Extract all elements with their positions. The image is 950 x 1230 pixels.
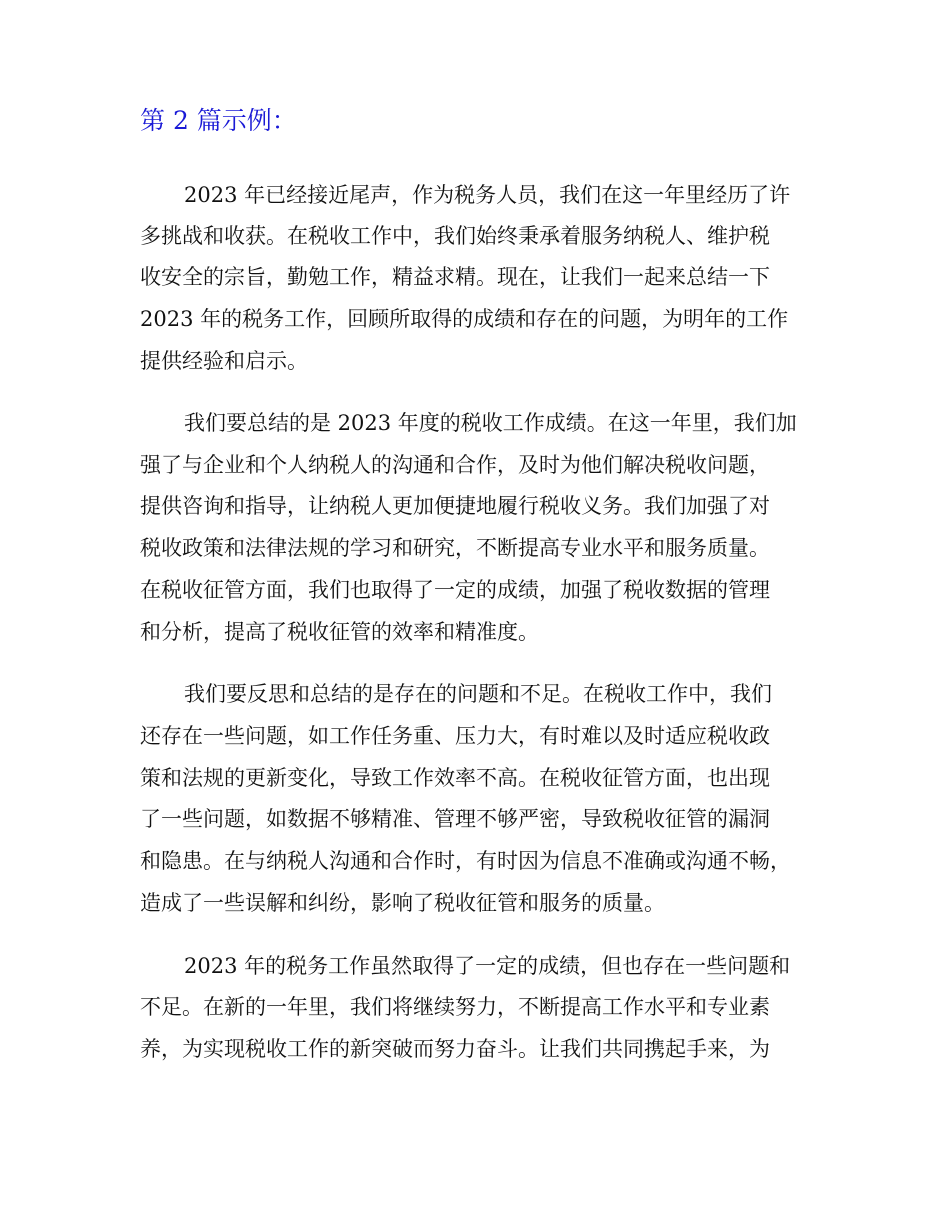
paragraph-3-line-6: 造成了一些误解和纠纷，影响了税收征管和服务的质量。 (140, 891, 665, 915)
paragraph-1-line-2: 多挑战和收获。在税收工作中，我们始终秉承着服务纳税人、维护税 (140, 224, 770, 248)
section-heading: 第 2 篇示例： (140, 106, 297, 135)
paragraph-2-line-4: 税收政策和法律法规的学习和研究，不断提高专业水平和服务质量。 (140, 536, 770, 560)
paragraph-1-line-5: 提供经验和启示。 (140, 349, 308, 373)
paragraph-2-line-6: 和分析，提高了税收征管的效率和精准度。 (140, 620, 539, 644)
paragraph-1-line-3: 收安全的宗旨，勤勉工作，精益求精。现在，让我们一起来总结一下 (140, 265, 770, 289)
paragraph-4-line-2: 不足。在新的一年里，我们将继续努力，不断提高工作水平和专业素 (140, 995, 770, 1019)
paragraph-3-line-2: 还存在一些问题，如工作任务重、压力大，有时难以及时适应税收政 (140, 724, 770, 748)
paragraph-3-line-1: 我们要反思和总结的是存在的问题和不足。在税收工作中，我们 (184, 682, 772, 706)
paragraph-2-line-5: 在税收征管方面，我们也取得了一定的成绩，加强了税收数据的管理 (140, 578, 770, 602)
paragraph-3-line-3: 策和法规的更新变化，导致工作效率不高。在税收征管方面，也出现 (140, 766, 770, 790)
paragraph-3-line-4: 了一些问题，如数据不够精准、管理不够严密，导致税收征管的漏洞 (140, 807, 770, 831)
paragraph-4-line-3: 养，为实现税收工作的新突破而努力奋斗。让我们共同携起手来，为 (140, 1037, 770, 1061)
paragraph-2-line-3: 提供咨询和指导，让纳税人更加便捷地履行税收义务。我们加强了对 (140, 494, 770, 518)
paragraph-1-line-4: 2023 年的税务工作，回顾所取得的成绩和存在的问题，为明年的工作 (140, 307, 789, 331)
paragraph-3-line-5: 和隐患。在与纳税人沟通和合作时，有时因为信息不准确或沟通不畅， (140, 849, 791, 873)
paragraph-4-line-1: 2023 年的税务工作虽然取得了一定的成绩，但也存在一些问题和 (184, 954, 791, 978)
paragraph-2-line-2: 强了与企业和个人纳税人的沟通和合作，及时为他们解决税收问题， (140, 453, 770, 477)
paragraph-1-line-1: 2023 年已经接近尾声，作为税务人员，我们在这一年里经历了许 (184, 183, 791, 207)
paragraph-2-line-1: 我们要总结的是 2023 年度的税收工作成绩。在这一年里，我们加 (184, 411, 797, 435)
